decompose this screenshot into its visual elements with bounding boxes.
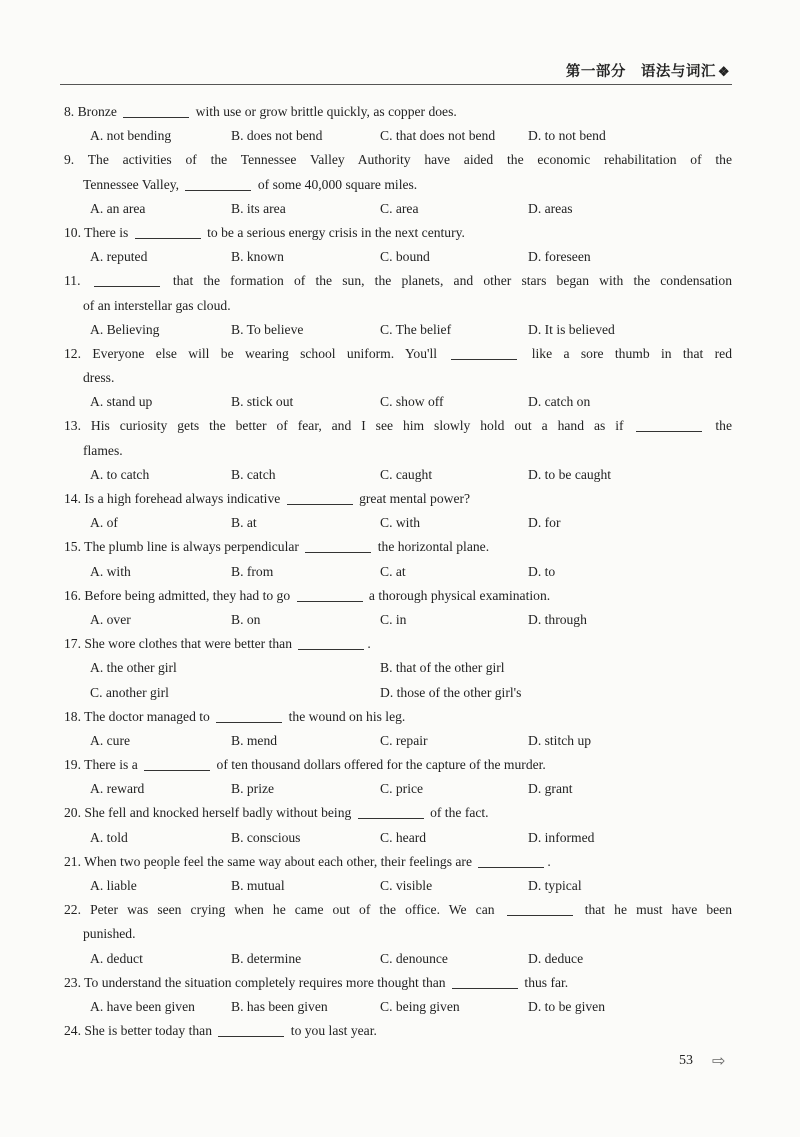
option-c: C. being given bbox=[380, 998, 460, 1014]
question-stem: 23. To understand the situation completely requires more thought than thus far. bbox=[64, 974, 569, 990]
question-stem: 13. His curiosity gets the better of fear, and I see him slowly hold out a hand as if the bbox=[64, 418, 732, 434]
option-c: C. another girl bbox=[90, 684, 169, 700]
options-row bbox=[64, 729, 732, 753]
option-d: D. to bbox=[528, 563, 556, 579]
option-a: A. an area bbox=[90, 200, 146, 216]
options-row bbox=[64, 245, 732, 269]
options-row bbox=[64, 656, 732, 680]
answer-blank bbox=[451, 345, 517, 360]
option-a: A. Believing bbox=[90, 321, 160, 337]
question-item bbox=[64, 414, 732, 487]
question-item bbox=[64, 971, 732, 1019]
option-c: C. visible bbox=[380, 878, 433, 893]
answer-blank bbox=[216, 708, 282, 723]
question-item bbox=[64, 850, 732, 898]
option-b: B. To believe bbox=[231, 321, 304, 337]
option-a: A. cure bbox=[90, 732, 131, 748]
option-b: B. stick out bbox=[231, 394, 294, 410]
question-list bbox=[64, 100, 732, 1043]
answer-blank bbox=[478, 853, 544, 868]
question-item bbox=[64, 221, 732, 269]
option-c: C. bound bbox=[380, 249, 430, 265]
option-d: D. to not bend bbox=[528, 128, 606, 144]
options-row bbox=[64, 124, 732, 148]
question-stem: 15. The plumb line is always perpendicular the horizontal plane. bbox=[64, 539, 490, 555]
option-b: B. its area bbox=[231, 200, 286, 216]
header-rule bbox=[60, 84, 732, 85]
question-stem: 12. Everyone else will be wearing school uniform. You'll like a sore thumb in that red bbox=[64, 345, 732, 361]
option-d: D. those of the other girl's bbox=[380, 684, 522, 700]
question-stem: punished. bbox=[83, 926, 136, 942]
question-stem: 24. She is better today than to you last year. bbox=[64, 1023, 377, 1039]
option-b: B. on bbox=[231, 611, 261, 627]
option-d: D. informed bbox=[528, 829, 595, 845]
question-stem: 16. Before being admitted, they had to go a thorough physical examination. bbox=[64, 587, 551, 603]
option-c: C. that does not bend bbox=[380, 128, 496, 144]
question-item bbox=[64, 100, 732, 148]
option-b: B. that of the other girl bbox=[380, 660, 505, 676]
page-number: 53 bbox=[679, 1053, 693, 1068]
option-c: C. heard bbox=[380, 829, 427, 845]
question-stem: 9. The activities of the Tennessee Valley Authority have aided the economic rehabilitation of the bbox=[64, 152, 732, 168]
question-item bbox=[64, 342, 732, 415]
option-b: B. known bbox=[231, 249, 284, 265]
question-item bbox=[64, 801, 732, 849]
answer-blank bbox=[287, 490, 353, 505]
answer-blank bbox=[135, 224, 201, 239]
options-row bbox=[64, 608, 732, 632]
option-b: B. at bbox=[231, 515, 257, 531]
option-b: B. does not bend bbox=[231, 128, 323, 144]
option-b: B. conscious bbox=[231, 829, 301, 845]
answer-blank bbox=[297, 587, 363, 602]
option-d: D. through bbox=[528, 611, 587, 627]
option-d: D. areas bbox=[528, 200, 573, 216]
option-d: D. foreseen bbox=[528, 249, 591, 265]
question-stem: 19. There is a of ten thousand dollars offered for the capture of the murder. bbox=[64, 757, 546, 773]
option-a: A. the other girl bbox=[90, 660, 177, 676]
option-a: A. have been given bbox=[90, 998, 195, 1014]
option-c: C. area bbox=[380, 200, 419, 216]
option-d: D. grant bbox=[528, 781, 573, 797]
answer-blank bbox=[298, 635, 364, 650]
question-stem: of an interstellar gas cloud. bbox=[83, 297, 231, 313]
option-d: D. to be given bbox=[528, 998, 606, 1014]
question-stem: 8. Bronze with use or grow brittle quickly, as copper does. bbox=[64, 104, 457, 119]
option-d: D. stitch up bbox=[528, 732, 592, 748]
option-b: B. prize bbox=[231, 781, 275, 797]
option-d: D. for bbox=[528, 515, 561, 531]
question-item bbox=[64, 535, 732, 583]
answer-blank bbox=[452, 974, 518, 989]
question-item bbox=[64, 753, 732, 801]
answer-blank bbox=[185, 176, 251, 191]
option-b: B. mend bbox=[231, 732, 278, 748]
option-c: C. at bbox=[380, 563, 406, 579]
question-item bbox=[64, 269, 732, 342]
answer-blank bbox=[507, 901, 573, 916]
section-title: 第一部分 语法与词汇 bbox=[565, 64, 716, 80]
option-c: C. price bbox=[380, 781, 424, 797]
question-item bbox=[64, 632, 732, 705]
options-row bbox=[64, 995, 732, 1019]
answer-blank bbox=[636, 417, 702, 432]
diamond-ornament-icon: ❖ bbox=[717, 64, 730, 79]
answer-blank bbox=[144, 756, 210, 771]
option-b: B. from bbox=[231, 563, 274, 579]
section-header bbox=[566, 60, 730, 81]
question-stem: 11. that the formation of the sun, the planets, and other stars began with the condensation bbox=[64, 273, 733, 289]
option-a: A. of bbox=[90, 515, 118, 531]
question-item bbox=[64, 584, 732, 632]
question-stem: Tennessee Valley, of some 40,000 square miles. bbox=[83, 176, 418, 192]
option-c: C. show off bbox=[380, 394, 444, 410]
option-a: A. reward bbox=[90, 781, 145, 797]
option-d: D. to be caught bbox=[528, 466, 612, 482]
option-c: C. with bbox=[380, 515, 421, 531]
answer-blank bbox=[218, 1022, 284, 1037]
question-stem: 10. There is to be a serious energy crisis in the next century. bbox=[64, 224, 465, 240]
option-a: A. told bbox=[90, 829, 128, 845]
options-row bbox=[64, 197, 732, 221]
options-row bbox=[64, 947, 732, 971]
options-row bbox=[64, 390, 732, 414]
option-a: A. reputed bbox=[90, 249, 148, 265]
question-item bbox=[64, 1019, 732, 1043]
arrow-right-icon: ⇨ bbox=[712, 1051, 726, 1070]
option-a: A. liable bbox=[90, 878, 137, 893]
option-d: D. It is believed bbox=[528, 321, 615, 337]
option-b: B. determine bbox=[231, 950, 302, 966]
options-row bbox=[64, 777, 732, 801]
option-a: A. deduct bbox=[90, 950, 143, 966]
question-stem: 20. She fell and knocked herself badly without being of the fact. bbox=[64, 805, 489, 821]
option-b: B. mutual bbox=[231, 878, 285, 893]
options-row bbox=[64, 511, 732, 535]
question-stem: flames. bbox=[83, 442, 123, 458]
option-c: C. repair bbox=[380, 732, 428, 748]
option-a: A. stand up bbox=[90, 394, 153, 410]
option-a: A. over bbox=[90, 611, 131, 627]
option-b: B. has been given bbox=[231, 998, 328, 1014]
answer-blank bbox=[305, 538, 371, 553]
question-stem: dress. bbox=[83, 370, 115, 386]
options-row bbox=[64, 681, 732, 705]
options-row bbox=[64, 560, 732, 584]
option-a: A. to catch bbox=[90, 466, 150, 482]
question-item bbox=[64, 148, 732, 221]
option-c: C. denounce bbox=[380, 950, 448, 966]
option-d: D. deduce bbox=[528, 950, 584, 966]
option-a: A. with bbox=[90, 563, 131, 579]
question-stem: 18. The doctor managed to the wound on his leg. bbox=[64, 708, 406, 724]
option-c: C. in bbox=[380, 611, 407, 627]
answer-blank bbox=[94, 272, 160, 287]
question-item bbox=[64, 898, 732, 971]
options-row bbox=[64, 874, 732, 898]
option-b: B. catch bbox=[231, 466, 276, 482]
option-d: D. typical bbox=[528, 878, 582, 893]
question-item bbox=[64, 487, 732, 535]
question-stem: 21. When two people feel the same way about each other, their feelings are . bbox=[64, 853, 551, 869]
answer-blank bbox=[358, 804, 424, 819]
options-row bbox=[64, 826, 732, 850]
option-c: C. caught bbox=[380, 466, 433, 482]
option-d: D. catch on bbox=[528, 394, 591, 410]
option-a: A. not bending bbox=[90, 128, 172, 144]
question-item bbox=[64, 705, 732, 753]
options-row bbox=[64, 463, 732, 487]
question-stem: 17. She wore clothes that were better than . bbox=[64, 636, 371, 652]
question-stem: 14. Is a high forehead always indicative great mental power? bbox=[64, 491, 471, 506]
answer-blank bbox=[123, 103, 189, 118]
question-stem: 22. Peter was seen crying when he came out of the office. We can that he must have been bbox=[64, 902, 733, 918]
option-c: C. The belief bbox=[380, 321, 452, 337]
options-row bbox=[64, 318, 732, 342]
